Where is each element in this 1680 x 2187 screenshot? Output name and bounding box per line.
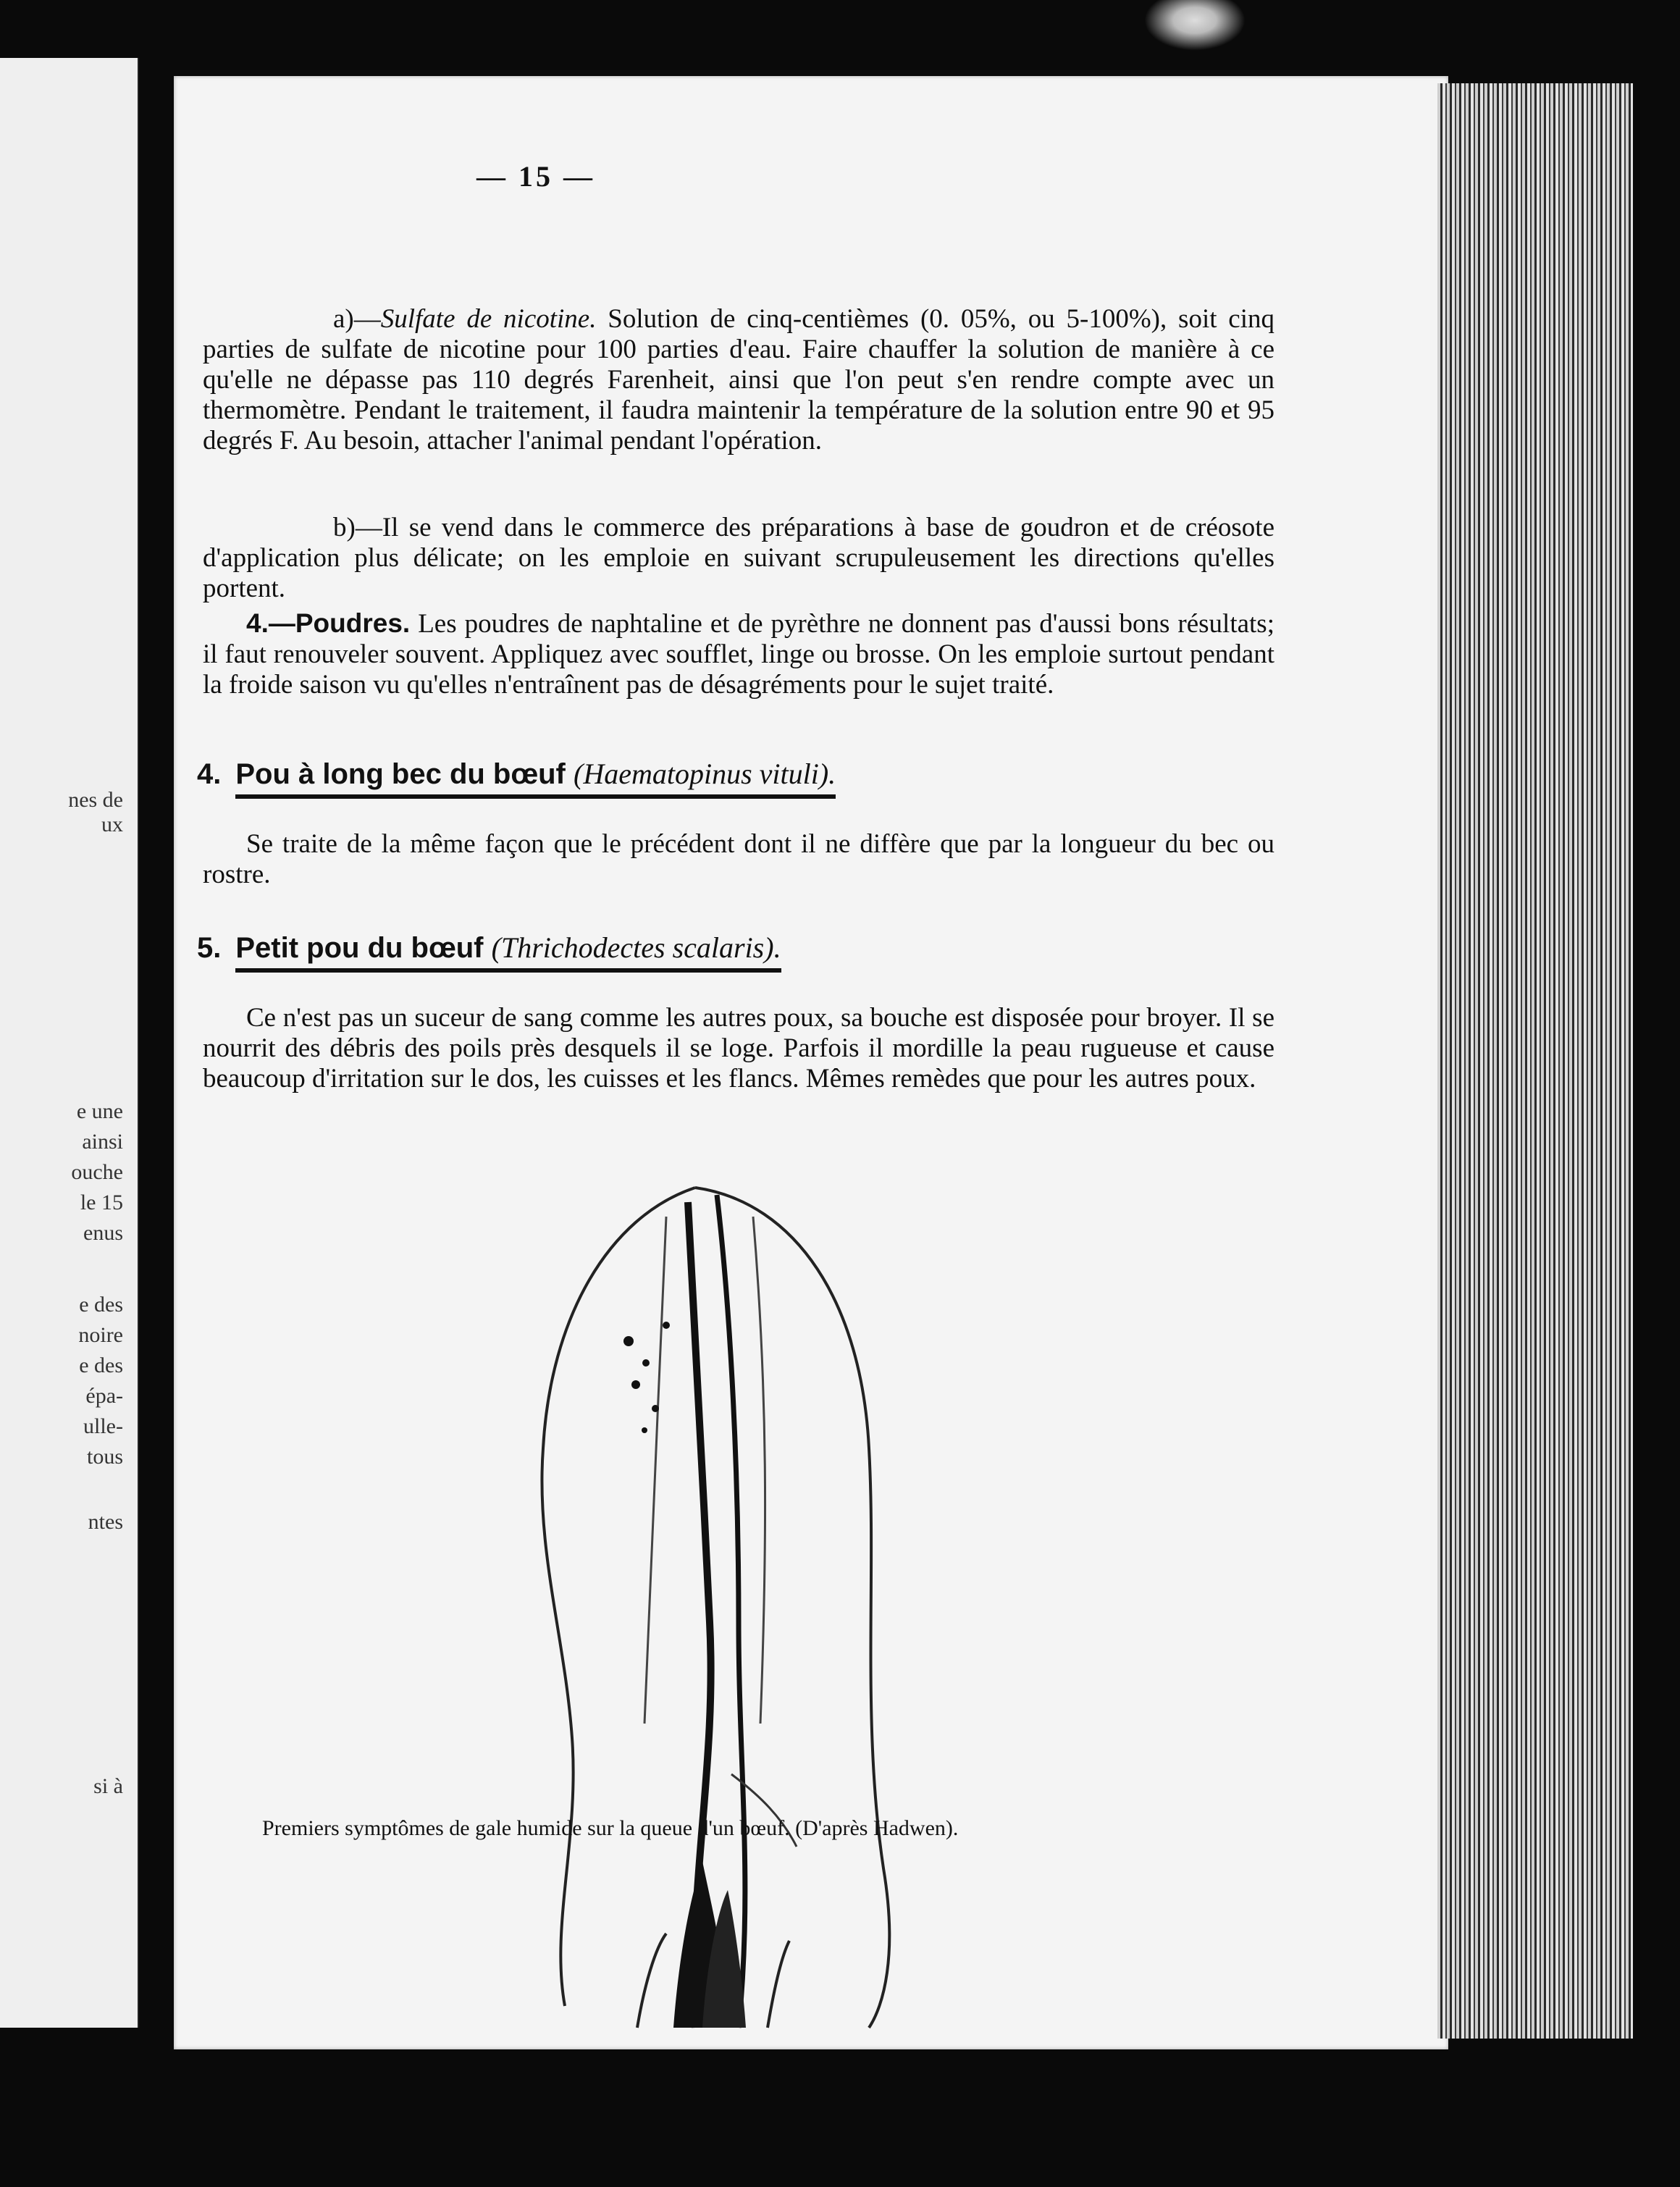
section-5-latin-name: (Thrichodectes scalaris).	[491, 931, 781, 964]
facing-page-fragment: ainsi	[82, 1130, 123, 1154]
cattle-tail-illustration	[521, 1173, 927, 2187]
facing-page-fragment: e des	[79, 1293, 123, 1317]
scan-artifact	[1144, 0, 1246, 51]
facing-page-fragment: ouche	[71, 1160, 123, 1184]
facing-page-fragment: ulle-	[83, 1414, 123, 1438]
facing-page-fragment: ntes	[88, 1510, 123, 1534]
section-4-heading	[197, 757, 836, 791]
section-4-latin-name: (Haematopinus vituli).	[574, 757, 836, 790]
facing-page-fragment: épa-	[85, 1384, 123, 1408]
page-number: — 15 —	[476, 160, 595, 193]
section-4-title-underlined	[235, 758, 836, 799]
facing-page-fragment: e des	[79, 1353, 123, 1377]
section-5-number: 5.	[197, 932, 222, 964]
section-4-number: 4.	[197, 758, 222, 790]
facing-page-fragment: noire	[78, 1323, 123, 1347]
section-5-heading	[197, 931, 781, 965]
section-5-title-underlined	[235, 932, 781, 973]
paragraph-poudres-label: 4.—	[246, 608, 295, 638]
figure-caption: Premiers symptômes de gale humide sur la queue d'un bœuf. (D'après Hadwen).	[262, 1816, 959, 1840]
paragraph-poudres	[203, 608, 1274, 700]
paragraph-a-text: Solution de cinq-centièmes (0. 05%, ou 5-100%), soit cinq parties de sulfate de nicotine pour 100 parties d'eau. Faire chauffer la solution de manière à ce qu'elle ne dépasse pas 110 degrés Farenheit, ainsi que l'on peut s'en rendre compte avec un thermomètre. Pendant le traitement, il faudra maintenir la température de la solution entre 90 et 95 degrés F. Au besoin, attacher l'animal pendant l'opération.	[203, 304, 1275, 456]
facing-page-fragment: nes de	[68, 788, 123, 812]
section-5-body: Ce n'est pas un suceur de sang comme les autres poux, sa bouche est disposée pour broyer. Il se nourrit des débris des poils près desquels il se loge. Parfois il mordille la peau rugueuse et cause beaucoup d'irritation sur le dos, les cuisses et les flancs. Mêmes remèdes que pour les autres poux.	[203, 1003, 1274, 1094]
paragraph-a-emphasis: Sulfate de nicotine.	[380, 304, 597, 334]
facing-page-fragment: si à	[93, 1774, 123, 1798]
facing-page-fragment: le 15	[80, 1191, 123, 1214]
paragraph-poudres-text: Les poudres de naphtaline et de pyrèthre ne donnent pas d'aussi bons résultats; il faut renouveler souvent. Appliquez avec soufflet, linge ou brosse. On les emploie surtout pendant la froide saison vu qu'elles n'entraînent pas de désagréments pour le sujet traité.	[203, 609, 1274, 700]
paragraph-a-label: a)—	[333, 304, 381, 334]
facing-page-fragment: ux	[101, 813, 123, 836]
page-edges	[1437, 83, 1633, 2039]
facing-page-fragment: enus	[83, 1221, 123, 1245]
paragraph-poudres-title: Poudres.	[295, 608, 411, 638]
section-4-body: Se traite de la même façon que le précédent dont il ne diffère que par la longueur du bec ou rostre.	[203, 829, 1274, 889]
facing-page-fragment: tous	[86, 1445, 123, 1469]
facing-page-edge	[0, 58, 139, 2028]
section-4-title: Pou à long bec du bœuf	[235, 758, 566, 790]
facing-page-fragment: e une	[76, 1099, 123, 1123]
section-5-title: Petit pou du bœuf	[235, 932, 484, 964]
paragraph-a	[203, 304, 1274, 456]
paragraph-b: b)—Il se vend dans le commerce des préparations à base de goudron et de créosote d'application plus délicate; on les emploie en suivant scrupuleusement les directions qu'elles portent.	[203, 513, 1274, 603]
